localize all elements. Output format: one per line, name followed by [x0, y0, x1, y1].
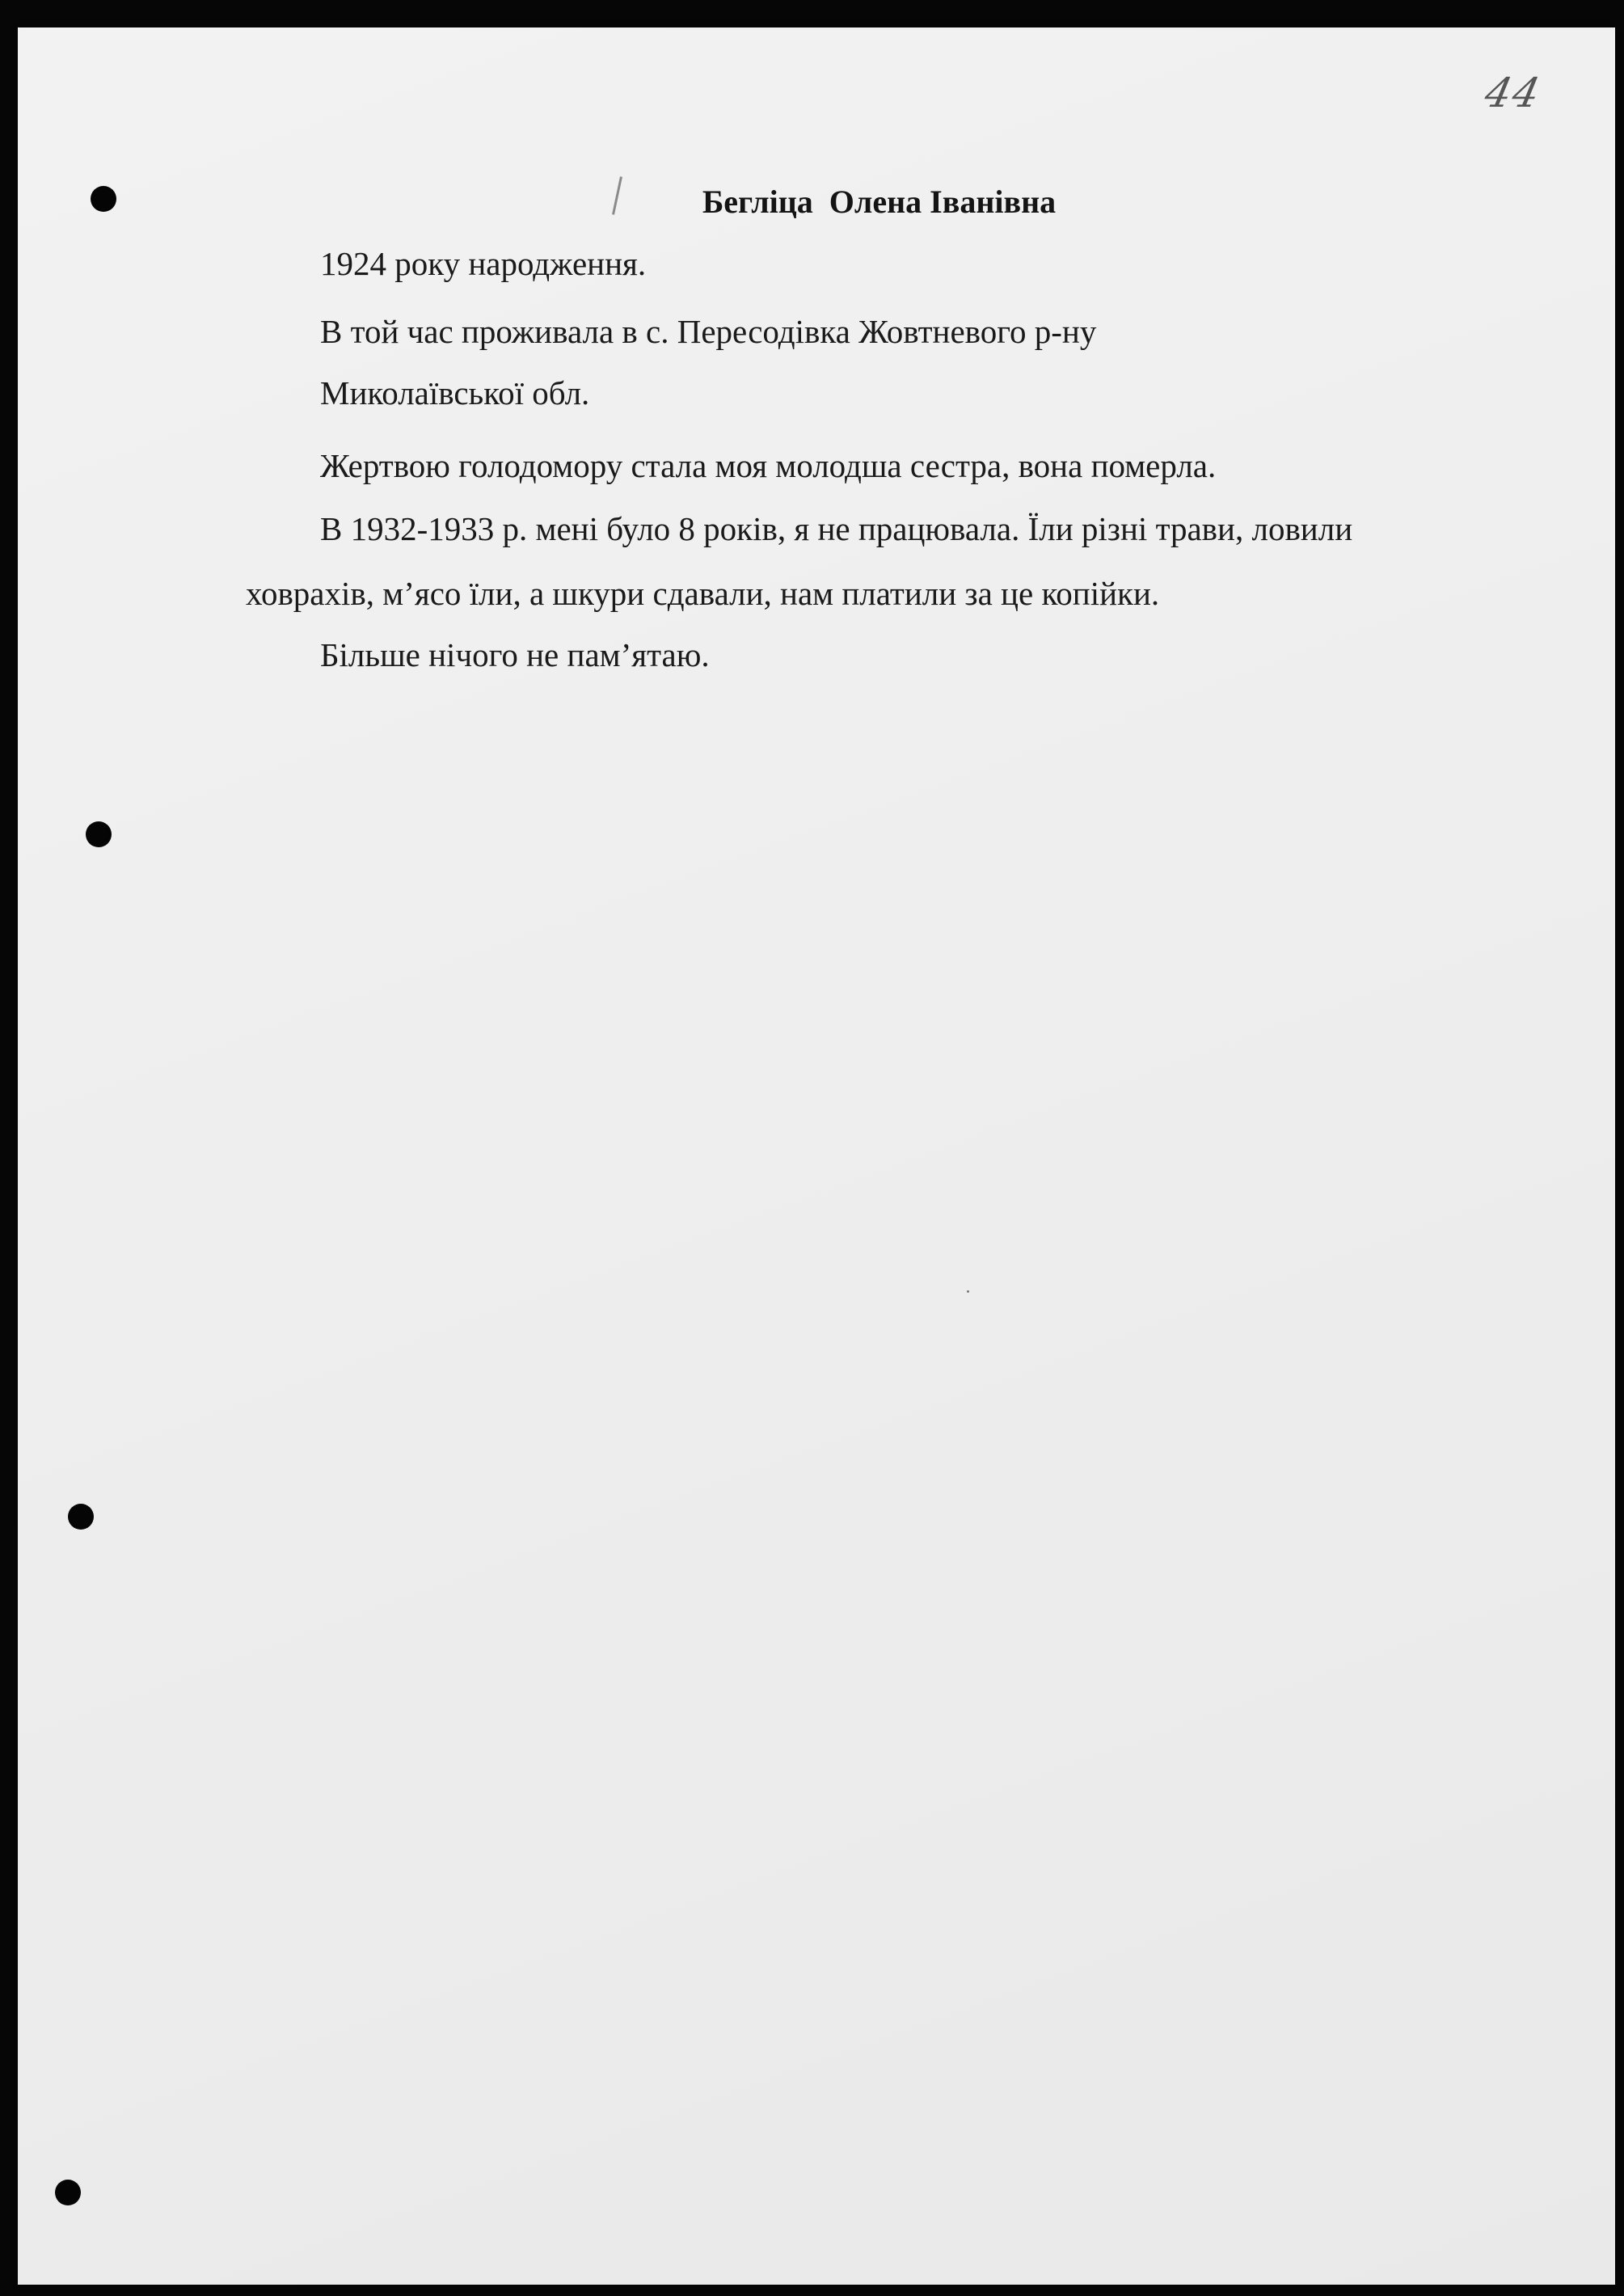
handwritten-page-number: 44 [1480, 70, 1546, 116]
paragraph-memory-line-2: ховрахів, м’ясо їли, а шкури сдавали, нам платили за це копійки. [246, 575, 1160, 612]
punch-hole [86, 821, 112, 847]
paragraph-memory-line-1: В 1932-1933 р. мені було 8 років, я не працювала. Їли різні трави, ловили [320, 510, 1353, 547]
document-page [18, 27, 1615, 2285]
paragraph-residence: В той час проживала в с. Пересодівка Жовтневого р-ну [320, 313, 1097, 350]
paragraph-closing: Більше нічого не пам’ятаю. [320, 636, 710, 673]
paragraph-victim: Жертвою голодомору стала моя молодша сестра, вона померла. [320, 447, 1217, 484]
punch-hole [55, 2180, 81, 2205]
document-title: Бегліца Олена Іванівна [702, 184, 1057, 220]
paper-speck [967, 1290, 969, 1293]
paragraph-birth-year: 1924 року народження. [320, 245, 647, 282]
paragraph-region: Миколаївської обл. [320, 374, 590, 412]
punch-hole [68, 1504, 94, 1530]
